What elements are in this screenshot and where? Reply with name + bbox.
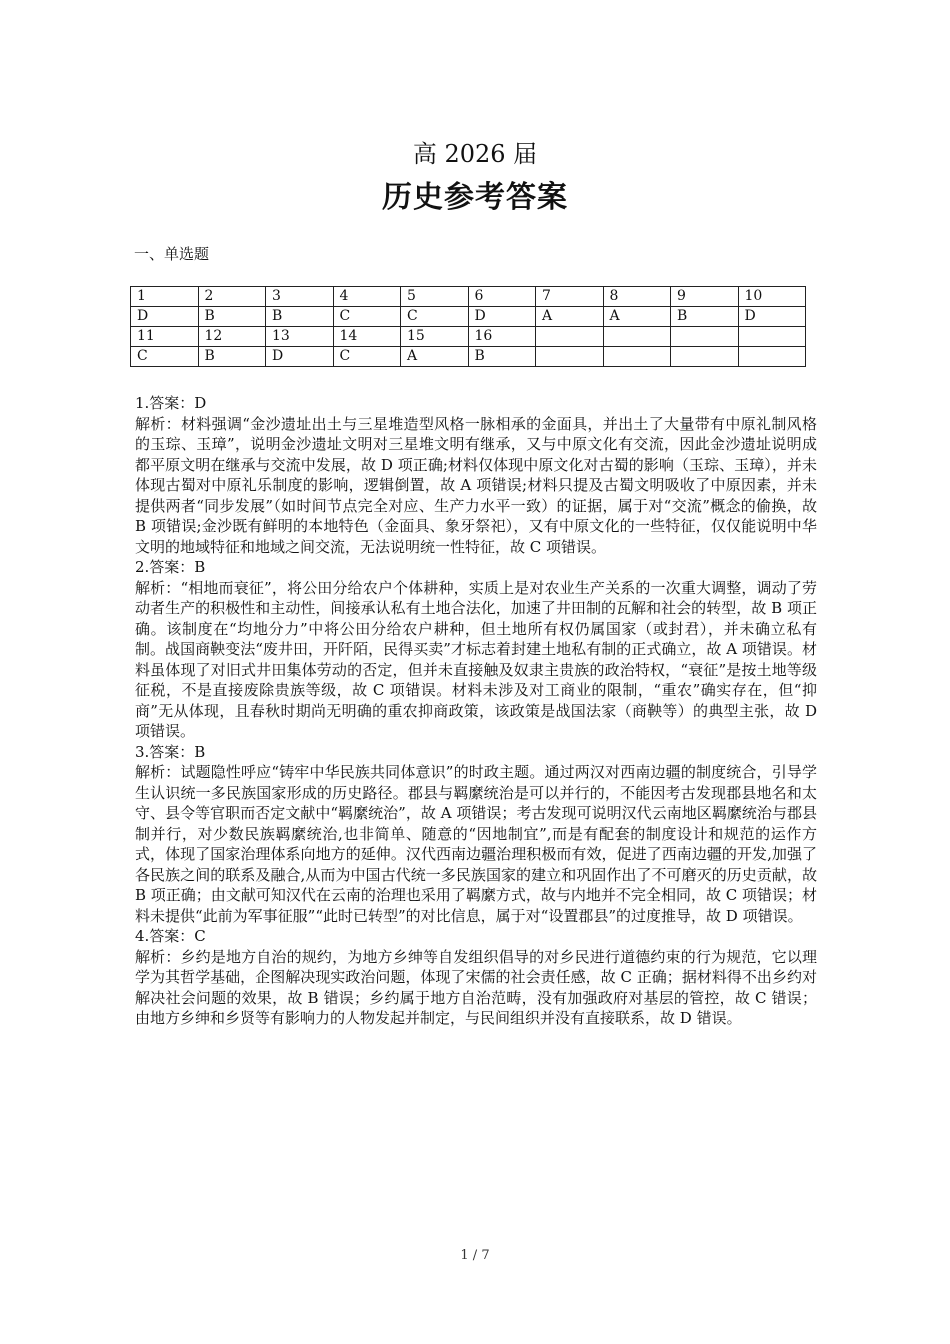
table-cell: C [333, 307, 401, 327]
table-cell: 6 [468, 287, 536, 307]
table-cell [738, 347, 806, 367]
table-cell: 5 [401, 287, 469, 307]
table-cell: 10 [738, 287, 806, 307]
table-cell: 4 [333, 287, 401, 307]
table-cell: 11 [131, 327, 199, 347]
table-cell: 9 [671, 287, 739, 307]
table-cell: C [333, 347, 401, 367]
answer-line: 2.答案：B [135, 558, 206, 576]
answer-line: 1.答案：D [135, 394, 207, 412]
table-cell [603, 347, 671, 367]
table-cell [536, 327, 604, 347]
analysis-paragraph: 解析：材料强调“金沙遗址出土与三星堆造型风格一脉相承的金面具，并出土了大量带有中原礼制风格的玉琮、玉璋”，说明金沙遗址文明对三星堆文明有继承，又与中原文化有交流，因此金沙遗址说明成都平原文明在继承与交流中发展，故 D 项正确;材料仅体现中原文化对古蜀的影响（玉琮、玉璋），并未体现古蜀对中原礼乐制度的影响，逻辑倒置，故 A 项错误;材料只提及古蜀文明吸收了中原因素，并未提供两者“同步发展”（如时间节点完全对应、生产力水平一致）的证据，属于对“交流”概念的偷换，故 B 项错误;金沙既有鲜明的本地特色（金面具、象牙祭祀），又有中原文化的一些特征，仅仅能说明中华文明的地域特征和地域之间交流，无法说明统一性特征，故 C 项错误。 [135, 414, 817, 556]
table-cell: 12 [198, 327, 266, 347]
table-row [131, 307, 806, 327]
table-cell [671, 347, 739, 367]
table-cell: 1 [131, 287, 199, 307]
answer-line: 3.答案：B [135, 742, 206, 761]
table-row [131, 347, 806, 367]
table-cell: C [131, 347, 199, 367]
table-cell: B [468, 347, 536, 367]
table-cell: 16 [468, 327, 536, 347]
page-title: 高 2026 届 [412, 140, 538, 168]
table-cell [738, 327, 806, 347]
table-cell: 8 [603, 287, 671, 307]
table-cell: B [198, 347, 266, 367]
page-subtitle: 历史参考答案 [382, 180, 568, 215]
table-cell: 13 [266, 327, 334, 347]
table-cell: B [671, 307, 739, 327]
table-cell: A [401, 347, 469, 367]
table-cell: 3 [266, 287, 334, 307]
analysis-paragraph: 解析：乡约是地方自治的规约，为地方乡绅等自发组织倡导的对乡民进行道德约束的行为规范，它以理学为其哲学基础，企图解决现实政治问题，体现了宋儒的社会责任感，故 C 正确；据材料得不出乡约对解决社会问题的效果，故 B 错误；乡约属于地方自治范畴，没有加强政府对基层的管控，故 C 错误；由地方乡绅和乡贤等有影响力的人物发起并制定，与民间组织并没有直接联系，故 D 错误。 [135, 947, 817, 1027]
analysis-paragraph: 解析：试题隐性呼应“铸牢中华民族共同体意识”的时政主题。通过两汉对西南边疆的制度统合，引导学生认识统一多民族国家形成的历史路径。郡县与羁縻统治是可以并行的，不能因考古发现郡县地名和太守、县令等官职而否定文献中“羁縻统治”，故 A 项错误；考古发现可说明汉代云南地区羁縻统治与郡县制并行，对少数民族羁縻统治,也非简单、随意的“因地制宜”,而是有配套的制度设计和规范的运作方式，体现了国家治理体系向地方的延伸。汉代西南边疆治理积极而有效，促进了西南边疆的开发,加强了各民族之间的联系及融合,从而为中国古代统一多民族国家的建立和巩固作出了不可磨灭的历史贡献，故 B 项正确；由文献可知汉代在云南的治理也采用了羁縻方式，故与内地并不完全相同，故 C 项错误；材料未提供“此前为军事征服”“此时已转型”的对比信息，属于对“设置郡县”的过度推导，故 D 项错误。 [135, 763, 817, 925]
table-cell [536, 347, 604, 367]
table-cell: A [603, 307, 671, 327]
answer-table [130, 286, 806, 367]
table-cell: C [401, 307, 469, 327]
table-cell: 2 [198, 287, 266, 307]
table-row [131, 287, 806, 307]
section-heading: 一、单选题 [134, 245, 210, 263]
table-cell: D [266, 347, 334, 367]
page-number: 1 / 7 [460, 1248, 490, 1263]
table-cell [671, 327, 739, 347]
table-cell: 15 [401, 327, 469, 347]
answer-line: 4.答案：C [135, 927, 206, 945]
table-cell: B [266, 307, 334, 327]
analysis-paragraph: 解析：“相地而衰征”，将公田分给农户个体耕种，实质上是对农业生产关系的一次重大调整，调动了劳动者生产的积极性和主动性，间接承认私有土地合法化，加速了井田制的瓦解和社会的转型，故 B 项正确。该制度在“均地分力”中将公田分给农户耕种，但土地所有权仍属国家（或封君），并未确立私有制。战国商鞅变法“废井田，开阡陌，民得买卖”才标志着封建土地私有制的正式确立，故 A 项错误。材料虽体现了对旧式井田集体劳动的否定，但并未直接触及奴隶主贵族的政治特权，“衰征”是按土地等级征税，不是直接废除贵族等级，故 C 项错误。材料未涉及对工商业的限制，“重农”确实存在，但“抑商”无从体现，且春秋时期尚无明确的重农抑商政策，该政策是战国法家（商鞅等）的典型主张，故 D 项错误。 [135, 578, 817, 740]
table-cell: D [131, 307, 199, 327]
table-cell: D [468, 307, 536, 327]
table-cell: A [536, 307, 604, 327]
table-cell: B [198, 307, 266, 327]
table-cell: 7 [536, 287, 604, 307]
table-cell [603, 327, 671, 347]
table-cell: D [738, 307, 806, 327]
table-row [131, 327, 806, 347]
explanations [135, 393, 817, 1029]
table-cell: 14 [333, 327, 401, 347]
